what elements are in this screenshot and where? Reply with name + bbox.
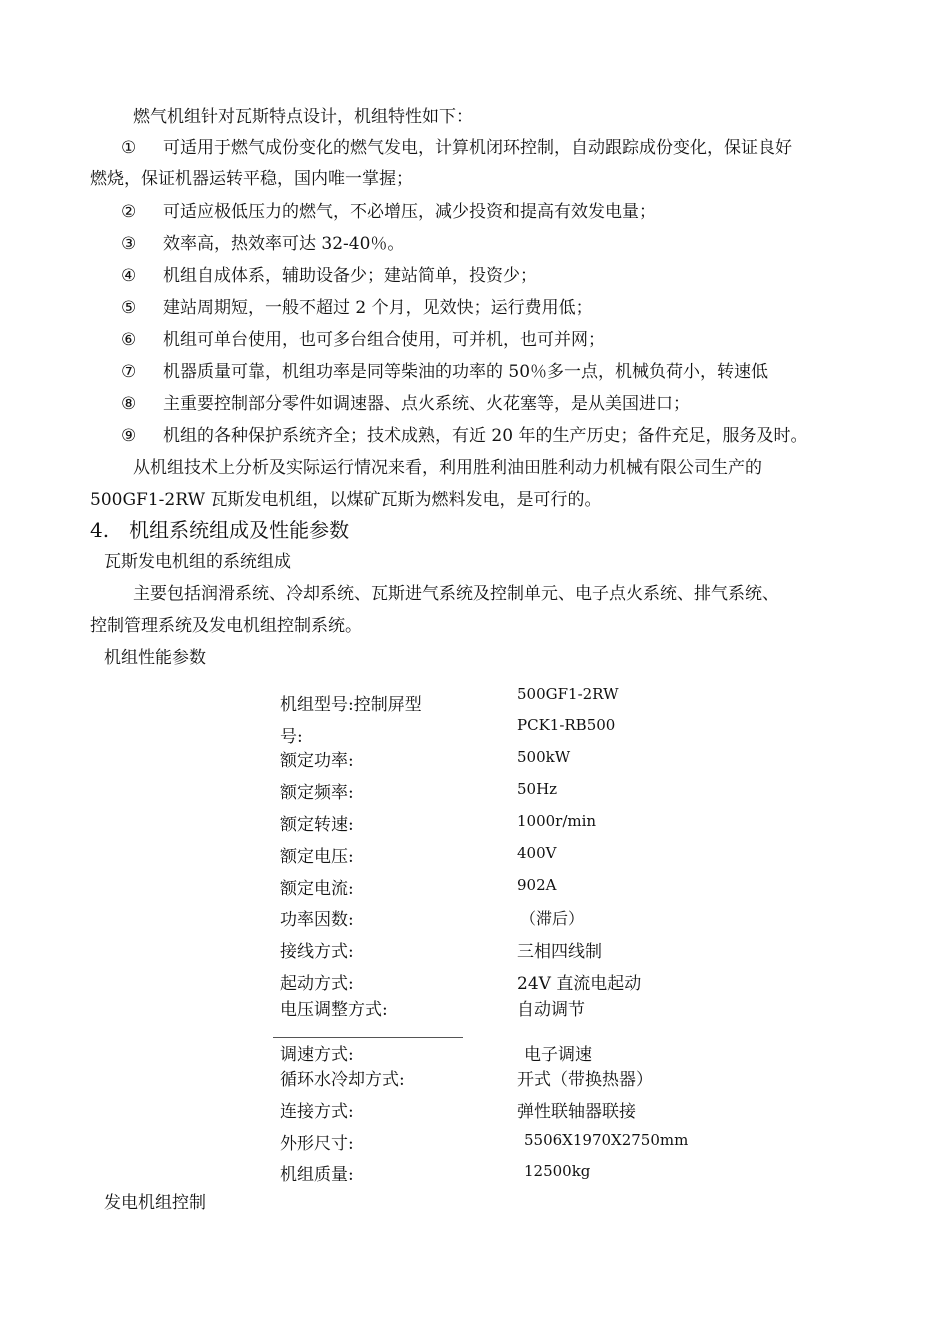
feature-text: 机组自成体系，辅助设备少；建站简单，投资少； [163, 266, 537, 286]
param-value-model: 500GF1-2RW [517, 685, 619, 703]
subheading-control: 发电机组控制 [104, 1193, 206, 1213]
param-value: 24V 直流电起动 [517, 974, 642, 994]
param-label: 额定电流: [280, 879, 354, 899]
conclusion-line: 从机组技术上分析及实际运行情况来看，利用胜利油田胜利动力机械有限公司生产的 [133, 458, 762, 478]
feature-text: 机组可单台使用，也可多台组合使用，可并机，也可并网； [163, 330, 605, 350]
composition-line: 主要包括润滑系统、冷却系统、瓦斯进气系统及控制单元、电子点火系统、排气系统、 [133, 584, 779, 604]
param-value: 弹性联轴器联接 [517, 1102, 636, 1122]
feature-item [121, 265, 537, 287]
param-label: 外形尺寸: [280, 1134, 354, 1154]
feature-item-continuation: 燃烧，保证机器运转平稳，国内唯一掌握； [90, 169, 413, 189]
conclusion-line: 500GF1-2RW 瓦斯发电机组，以煤矿瓦斯为燃料发电，是可行的。 [90, 490, 602, 510]
feature-item [121, 137, 792, 159]
feature-text: 建站周期短，一般不超过 2 个月，见效快；运行费用低； [163, 298, 593, 318]
intro-paragraph: 燃气机组针对瓦斯特点设计，机组特性如下： [133, 107, 473, 127]
feature-number: ⑧ [121, 394, 137, 414]
feature-text: 效率高，热效率可达 32-40％。 [163, 234, 405, 254]
feature-item [121, 425, 807, 447]
feature-text: 主重要控制部分零件如调速器、点火系统、火花塞等，是从美国进口； [163, 394, 690, 414]
feature-number: ② [121, 202, 137, 222]
feature-item [121, 329, 605, 351]
param-value: 12500kg [524, 1162, 591, 1180]
param-label-model: 机组型号:控制屏型 [280, 695, 422, 715]
param-label: 起动方式: [280, 974, 354, 994]
param-value: 开式（带换热器） [517, 1070, 653, 1090]
feature-item [121, 393, 690, 415]
param-value: 电子调速 [524, 1045, 592, 1065]
param-label: 额定频率: [280, 783, 354, 803]
feature-number: ⑤ [121, 298, 137, 318]
param-label: 电压调整方式: [280, 1000, 388, 1020]
feature-number: ⑨ [121, 426, 137, 446]
param-label: 功率因数: [280, 910, 354, 930]
feature-item [121, 297, 593, 319]
param-value: 50Hz [517, 780, 558, 798]
table-divider [273, 1037, 463, 1038]
feature-number: ⑥ [121, 330, 137, 350]
param-label: 接线方式: [280, 942, 354, 962]
feature-number: ④ [121, 266, 137, 286]
feature-item [121, 361, 768, 383]
param-label: 额定转速: [280, 815, 354, 835]
feature-item [121, 201, 656, 223]
subheading-composition: 瓦斯发电机组的系统组成 [104, 552, 291, 572]
param-label: 额定电压: [280, 847, 354, 867]
param-value: 5506X1970X2750mm [524, 1131, 689, 1149]
param-value: 三相四线制 [517, 942, 602, 962]
param-label: 连接方式: [280, 1102, 354, 1122]
subheading-params: 机组性能参数 [104, 648, 206, 668]
param-value: 自动调节 [517, 1000, 585, 1020]
param-label-model-cont: 号: [280, 727, 303, 747]
param-label: 循环水冷却方式: [280, 1070, 405, 1090]
param-value: 902A [517, 876, 557, 894]
param-label: 额定功率: [280, 751, 354, 771]
feature-number: ③ [121, 234, 137, 254]
feature-text: 机器质量可靠，机组功率是同等柴油的功率的 50％多一点，机械负荷小，转速低 [163, 362, 769, 382]
param-label: 调速方式: [280, 1045, 354, 1065]
section-heading: 4. 机组系统组成及性能参数 [90, 518, 350, 542]
feature-number: ⑦ [121, 362, 137, 382]
feature-text: 可适应极低压力的燃气，不必增压，减少投资和提高有效发电量； [163, 202, 656, 222]
param-label: 机组质量: [280, 1165, 354, 1185]
feature-item [121, 233, 404, 255]
param-value: 400V [517, 844, 557, 862]
composition-line: 控制管理系统及发电机组控制系统。 [90, 616, 362, 636]
feature-text: 机组的各种保护系统齐全；技术成熟，有近 20 年的生产历史；备件充足，服务及时。 [163, 426, 808, 446]
param-value: 1000r/min [517, 812, 597, 830]
feature-text: 可适用于燃气成份变化的燃气发电，计算机闭环控制，自动跟踪成份变化，保证良好 [163, 138, 792, 158]
feature-number: ① [121, 138, 137, 158]
param-value: 500kW [517, 748, 571, 766]
param-value-panel: PCK1-RB500 [517, 716, 616, 734]
param-value: （滞后） [520, 909, 585, 928]
